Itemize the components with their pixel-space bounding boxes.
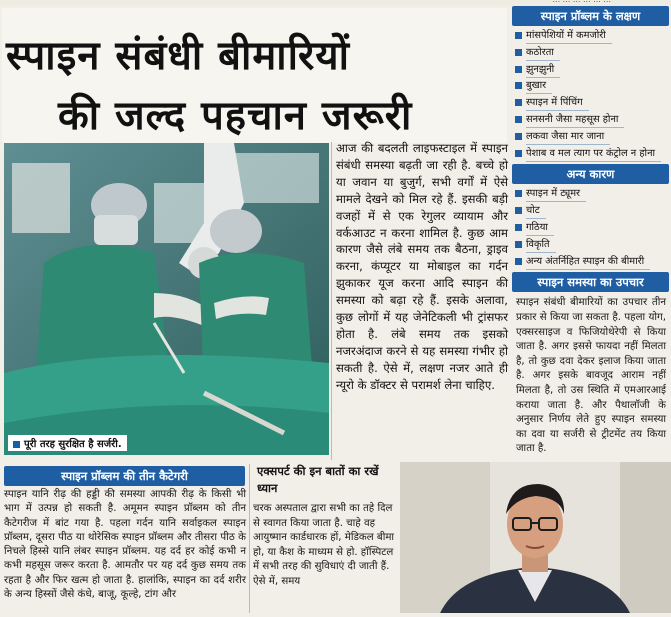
list-item: गठिया	[512, 220, 669, 237]
bullet-icon	[515, 207, 522, 214]
list-item: पेशाब व मल त्याग पर कंट्रोल न होना	[512, 146, 669, 163]
bullet-icon	[515, 241, 522, 248]
headline-line-2: की जल्द पहचान जरूरी	[58, 92, 413, 139]
portrait-illustration	[400, 462, 671, 613]
symptoms-heading: स्पाइन प्रॉब्लम के लक्षण	[512, 6, 669, 26]
bullet-icon	[515, 116, 522, 123]
treatment-heading: स्पाइन समस्या का उपचार	[512, 272, 669, 292]
list-item: झुनझुनी	[512, 62, 669, 79]
bullet-icon	[515, 82, 522, 89]
list-item: मांसपेशियों में कमजोरी	[512, 28, 669, 45]
treatment-text: स्पाइन संबंधी बीमारियों का उपचार तीन प्रकार से किया जा सकता है. पहला योग, एक्सरसाइज व फिजियोथेरेपी से किया जाता है. अगर इससे फायदा नहीं मिलता है, तो कुछ दवा देकर इलाज किया जाता है. अगर इसके बावजूद आराम नहीं मिलता है, तो उस स्थिति में एमआरआई कराया जाता है. और पैथालॉजी के अनुसार निर्णय लेते हुए स्पाइन समस्या का दवा या सर्जरी से ट्रीटमेंट तय किया जाता है.	[516, 297, 666, 455]
categories-heading: स्पाइन प्रॉब्लम की तीन कैटेगरी	[4, 466, 245, 486]
bullet-icon	[515, 32, 522, 39]
bullet-icon	[515, 133, 522, 140]
photo-caption-text: पूरी तरह सुरक्षित है सर्जरी.	[24, 439, 122, 450]
list-item: चोट	[512, 203, 669, 220]
column-divider	[249, 464, 250, 613]
bullet-icon	[515, 224, 522, 231]
bullet-icon	[515, 99, 522, 106]
bullet-icon	[515, 49, 522, 56]
bullet-icon	[515, 66, 522, 73]
bullet-icon	[515, 150, 522, 157]
column-divider	[331, 142, 332, 460]
list-item: बुखार	[512, 78, 669, 95]
bullet-icon	[515, 258, 522, 265]
main-article-text: आज की बदलती लाइफस्टाइल में स्पाइन संबंधी समस्या बढ़ती जा रही है. बच्चे हो या जवान या बुजुर्ग, सभी वर्गों में ऐसे मामले देखने को मिल रहे हैं. इसकी बड़ी वजहों में से एक रेगुलर व्यायाम और वर्कआउट न करना शामिल है. कुछ आम कारण जैसे लंबे समय तक बैठना, ड्राइव करना, कंप्यूटर या मोबाइल का गर्दन झुकाकर यूज करना आदि स्पाइन की समस्या को बढ़ा रहे हैं. इसके अलावा, कुछ लोगों में यह जेनेटिकली भी ट्रांसफर होता है. लंबे समय तक इसको नजरअंदाज करने से यह समस्या गंभीर हो सकती है. ऐसे में, लक्षण नजर आते ही न्यूरो के डॉक्टर से परामर्श लेना चाहिए.	[336, 141, 508, 392]
headline-line-1: स्पाइन संबंधी बीमारियों	[6, 32, 350, 79]
symptoms-list	[512, 26, 669, 162]
list-item: सनसनी जैसा महसूस होना	[512, 112, 669, 129]
list-item: लकवा जैसा मार जाना	[512, 129, 669, 146]
photo-caption	[8, 435, 127, 451]
list-item: कठोरता	[512, 45, 669, 62]
list-item: स्पाइन में ट्यूमर	[512, 186, 669, 203]
bullet-icon	[515, 190, 522, 197]
list-item: अन्य अंतर्निहित स्पाइन की बीमारी	[512, 254, 669, 271]
causes-heading: अन्य कारण	[512, 164, 669, 184]
caption-marker-icon	[13, 441, 20, 448]
expert-text: चरक अस्पताल द्वारा सभी का तहे दिल से स्वागत किया जाता है. चाहे वह आयुष्मान कार्डधारक हों, मेडिकल बीमा हो, या कैश के माध्यम से हो. हॉस्पिटल में सभी तरह की सुविधाएं दी जाती हैं. ऐसे में, समय	[253, 503, 395, 587]
list-item: विकृति	[512, 237, 669, 254]
categories-text: स्पाइन यानि रीढ़ की हड्डी की समस्या आपकी रीढ़ के किसी भी भाग में उत्पन्न हो सकती है. अमूमन स्पाइन प्रॉब्लम को तीन कैटेगरीज में बांट गया है. पहला गर्दन यानि सर्वाइकल स्पाइन प्रॉब्लम, दूसरा पीठ या थोरेसिक स्पाइन प्रॉब्लम और तीसरा पीठ के निचले हिस्से यानि लंबर स्पाइन प्रॉब्लम. यह दर्द हर कोई कभी न कभी महसूस जरूर करता है. आमतौर पर यह दर्द कुछ समय तक रहता है और फिर खत्म हो जाता है. हालांकि, स्पाइन का दर्द शरीर के अन्य हिस्सों जैसे कंधे, बाजू, कूल्हे, टांग और	[4, 489, 246, 601]
expert-portrait	[400, 462, 671, 613]
expert-heading: एक्सपर्ट की इन बातों का रखें ध्यान	[257, 464, 379, 495]
headline	[2, 8, 507, 143]
sidebar	[512, 6, 669, 456]
surgery-illustration	[4, 143, 329, 455]
causes-list	[512, 184, 669, 270]
surgery-photo	[4, 143, 329, 455]
top-strip-text	[553, 0, 612, 4]
list-item: स्पाइन में पिंचिंग	[512, 95, 669, 112]
